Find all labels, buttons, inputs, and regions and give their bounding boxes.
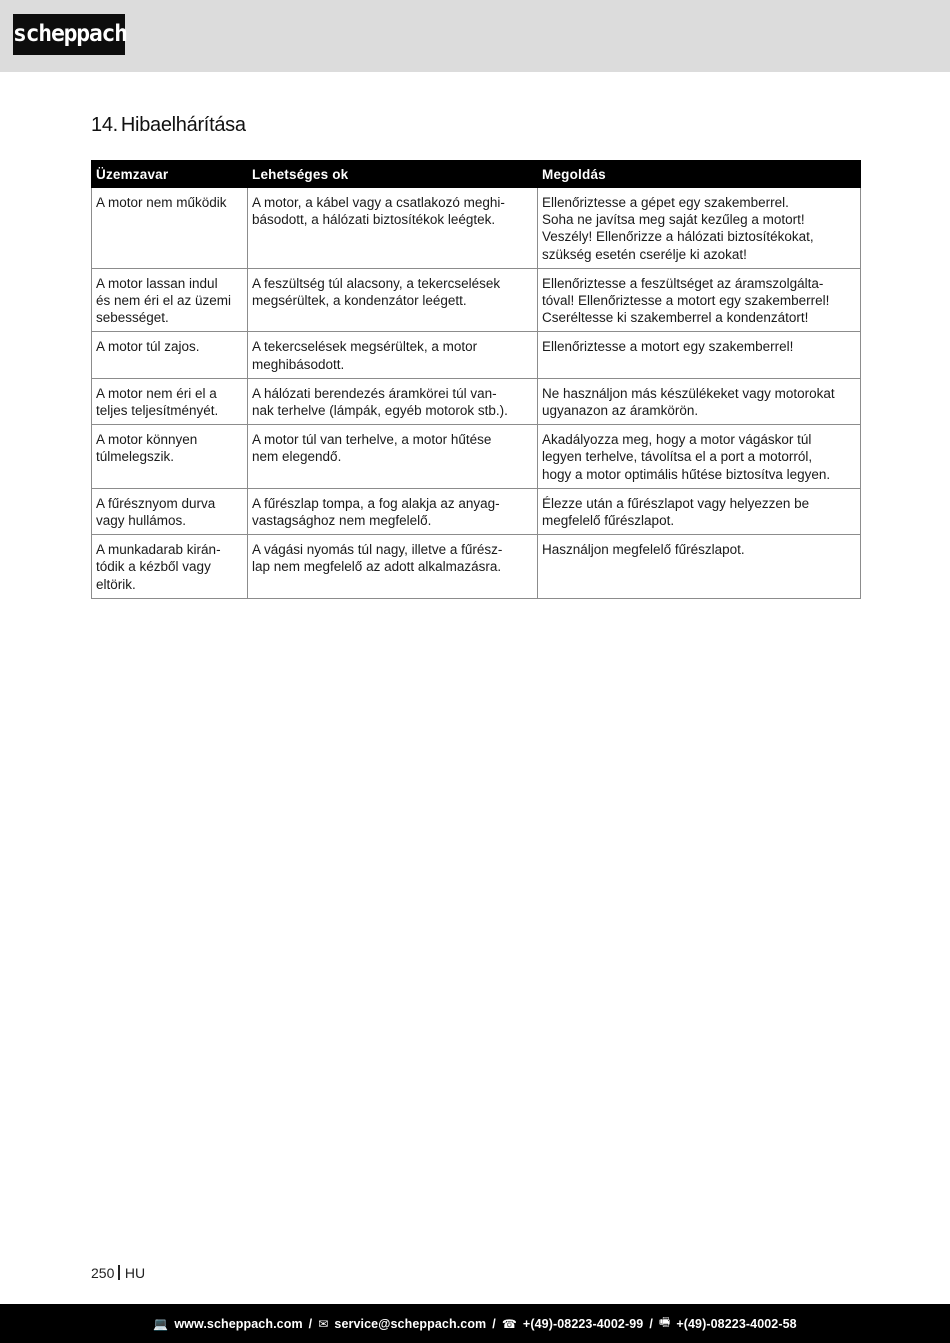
- cell-line: Akadályozza meg, hogy a motor vágáskor túl: [542, 432, 812, 448]
- cell-cause: [248, 268, 538, 332]
- cell-line: A vágási nyomás túl nagy, illetve a fűrész-: [252, 542, 503, 558]
- cell-line: Élezze után a fűrészlapot vagy helyezzen be: [542, 495, 810, 511]
- footer-phone: +(49)-08223-4002-99: [522, 1316, 644, 1331]
- footer-website[interactable]: www.scheppach.com: [174, 1316, 303, 1331]
- cell-fault: [92, 378, 248, 424]
- table-row: [92, 535, 861, 599]
- footer-email[interactable]: service@scheppach.com: [334, 1316, 487, 1331]
- cell-line: sebességet.: [96, 310, 169, 326]
- cell-solution: [538, 488, 861, 534]
- cell-solution: [538, 268, 861, 332]
- cell-line: Ellenőriztesse a feszültséget az áramszolgálta-: [542, 275, 824, 291]
- cell-line: A tekercselések megsérültek, a motor: [252, 339, 478, 355]
- table-row: [92, 378, 861, 424]
- cell-cause: [248, 425, 538, 489]
- page-separator: [118, 1265, 120, 1280]
- cell-line: A munkadarab kirán-: [96, 542, 221, 558]
- column-header-cause: Lehetséges ok: [248, 161, 538, 188]
- footer-divider: /: [308, 1316, 313, 1331]
- section-number: 14.: [91, 114, 118, 136]
- brand-logo: scheppach: [13, 14, 125, 55]
- cell-line: Soha ne javítsa meg saját kezűleg a motort!: [542, 212, 805, 228]
- contact-footer: [0, 1304, 950, 1343]
- footer-fax: +(49)-08223-4002-58: [676, 1316, 797, 1331]
- cell-line: és nem éri el az üzemi: [96, 293, 232, 309]
- cell-line: A motor, a kábel vagy a csatlakozó meghi-: [252, 195, 505, 210]
- cell-line: eltörik.: [96, 576, 136, 592]
- footer-divider: /: [492, 1316, 496, 1331]
- cell-line: nem elegendő.: [252, 449, 342, 465]
- cell-solution: [538, 535, 861, 599]
- page-language: HU: [124, 1265, 146, 1281]
- cell-line: nak terhelve (lámpák, egyéb motorok stb.).: [252, 403, 508, 419]
- page-footer-number: [91, 1265, 145, 1281]
- cell-cause: [248, 535, 538, 599]
- cell-line: Ne használjon más készülékeket vagy motorokat: [542, 385, 835, 401]
- cell-line: A motor túl zajos.: [96, 339, 200, 355]
- table-row: [92, 188, 861, 269]
- cell-line: meghibásodott.: [252, 356, 345, 372]
- cell-fault: [92, 188, 248, 269]
- cell-line: túlmelegszik.: [96, 449, 175, 465]
- table-row: [92, 332, 861, 378]
- cell-cause: [248, 488, 538, 534]
- column-header-solution: Megoldás: [538, 161, 861, 188]
- cell-line: ugyanazon az áramkörön.: [542, 403, 699, 419]
- cell-line: A motor lassan indul: [96, 275, 218, 291]
- cell-solution: [538, 378, 861, 424]
- cell-solution: [538, 188, 861, 269]
- cell-cause: [248, 188, 538, 269]
- cell-line: A fűrésznyom durva: [96, 495, 216, 511]
- cell-line: A motor nem működik: [96, 195, 227, 210]
- cell-line: vastagsághoz nem megfelelő.: [252, 513, 432, 529]
- cell-line: megfelelő fűrészlapot.: [542, 513, 675, 529]
- cell-line: básodott, a hálózati biztosítékok leégtek.: [252, 212, 496, 228]
- email-icon: ✉: [318, 1316, 329, 1331]
- table-header-row: [92, 161, 861, 188]
- footer-divider: /: [649, 1316, 653, 1331]
- section-title: [91, 114, 246, 137]
- table-row: [92, 268, 861, 332]
- cell-line: A hálózati berendezés áramkörei túl van-: [252, 385, 497, 401]
- table-row: [92, 488, 861, 534]
- cell-fault: [92, 488, 248, 534]
- cell-line: Használjon megfelelő fűrészlapot.: [542, 542, 745, 558]
- cell-line: lap nem megfelelő az adott alkalmazásra.: [252, 559, 502, 575]
- section-title-text: Hibaelhárítása: [120, 114, 246, 136]
- cell-line: Ellenőriztesse a motort egy szakemberrel!: [542, 339, 794, 355]
- phone-icon: ☎: [501, 1316, 517, 1331]
- fax-icon: 🖷: [658, 1315, 671, 1329]
- cell-cause: [248, 378, 538, 424]
- cell-line: Veszély! Ellenőrizze a hálózati biztosítékokat,: [542, 229, 814, 245]
- cell-line: Ellenőriztesse a gépet egy szakemberrel.: [542, 195, 789, 210]
- column-header-fault: Üzemzavar: [92, 161, 248, 188]
- cell-line: vagy hullámos.: [96, 513, 187, 529]
- cell-line: teljes teljesítményét.: [96, 403, 219, 419]
- cell-line: tódik a kézből vagy: [96, 559, 211, 575]
- table-row: [92, 425, 861, 489]
- page-number: 250: [91, 1265, 115, 1281]
- troubleshooting-table: [91, 160, 861, 599]
- cell-line: tóval! Ellenőriztesse a motort egy szakemberrel!: [542, 293, 830, 309]
- cell-line: A motor könnyen: [96, 432, 198, 448]
- cell-line: legyen terhelve, távolítsa el a port a motorról,: [542, 449, 813, 465]
- cell-line: szükség esetén cserélje ki azokat!: [542, 246, 747, 262]
- cell-cause: [248, 332, 538, 378]
- cell-line: A feszültség túl alacsony, a tekercselések: [252, 275, 501, 291]
- cell-fault: [92, 268, 248, 332]
- cell-line: A motor nem éri el a: [96, 385, 217, 401]
- cell-line: megsérültek, a kondenzátor leégett.: [252, 293, 467, 309]
- cell-solution: [538, 425, 861, 489]
- cell-fault: [92, 535, 248, 599]
- cell-line: hogy a motor optimális hűtése biztosítva legyen.: [542, 466, 831, 482]
- cell-solution: [538, 332, 861, 378]
- cell-line: A motor túl van terhelve, a motor hűtése: [252, 432, 492, 448]
- cell-fault: [92, 332, 248, 378]
- cell-fault: [92, 425, 248, 489]
- computer-icon: 💻: [153, 1316, 169, 1331]
- cell-line: Cseréltesse ki szakemberrel a kondenzátort!: [542, 310, 809, 326]
- cell-line: A fűrészlap tompa, a fog alakja az anyag-: [252, 495, 500, 511]
- header-band: [0, 0, 950, 72]
